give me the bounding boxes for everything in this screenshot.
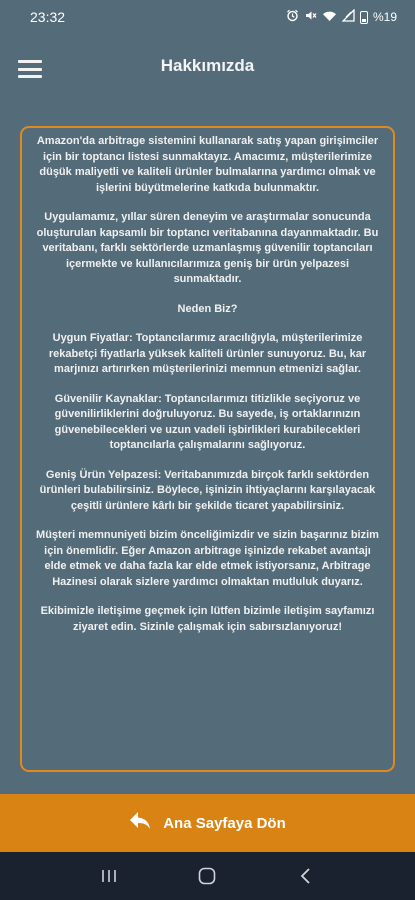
signal-icon <box>342 9 355 25</box>
paragraph-sources: Güvenilir Kaynaklar: Toptancılarımızı titizlikle seçiyoruz ve güvenilirliklerini doğruluyoruz. Bu sayede, iş ortaklarınızın güvenebilecekleri ve uzun vadeli işbirlikleri kurabilecekleri toptancılarla çalışmalarını sağlıyoruz. <box>54 392 361 451</box>
paragraph-range: Geniş Ürün Yelpazesi: Veritabanımızda birçok farklı sektörden ürünleri bulabilirsiniz. Böylece, işinizin ihtiyaçlarını karşılayacak çeşitli ürünlere kârlı bir şekilde ticaret yapabilirsiniz. <box>39 468 376 512</box>
home-icon[interactable] <box>192 861 222 891</box>
battery-icon <box>360 11 368 24</box>
alarm-icon <box>286 9 299 25</box>
back-icon[interactable] <box>291 861 321 891</box>
paragraph-contact: Ekibimizle iletişime geçmek için lütfen bizimle iletişim sayfamızı ziyaret edin. Sizinle çalışmak için sabırsızlanıyoruz! <box>40 605 375 633</box>
paragraph-intro: Amazon'da arbitrage sistemini kullanarak satış yapan girişimciler için bir toptancı listesi sunmaktayız. Amacımız, müşterilerimize düşük maliyetli ve kaliteli ürünler bulmalarına yardımcı olmak ve işlerini büyütmelerine katkıda bulunmaktır. <box>36 135 379 194</box>
section-heading-why-us: Neden Biz? <box>177 302 238 315</box>
back-arrow-icon <box>129 811 151 836</box>
home-page-button-label: Ana Sayfaya Dön <box>163 814 286 832</box>
paragraph-database: Uygulamamız, yıllar süren deneyim ve araştırmalar sonucunda oluşturulan kapsamlı bir toptancı veritabanına dayanmaktadır. Bu veritabanı, farklı sektörlerde uzmanlaşmış güvenilir toptancıları içermekte ve kullanıcılarımıza geniş bir ürün yelpazesi sunmaktadır. <box>36 211 379 285</box>
mute-icon <box>304 9 317 25</box>
status-time: 23:32 <box>30 9 66 25</box>
recents-icon[interactable] <box>94 861 124 891</box>
system-nav-bar <box>0 852 415 900</box>
about-content <box>20 126 395 772</box>
status-bar <box>0 0 415 34</box>
wifi-icon <box>322 10 337 25</box>
battery-level: %19 <box>372 10 397 24</box>
status-icons <box>286 9 397 25</box>
page-title: Hakkımızda <box>160 56 255 75</box>
home-page-button[interactable] <box>0 794 415 852</box>
app-header <box>0 34 415 104</box>
paragraph-satisfaction: Müşteri memnuniyeti bizim önceliğimizdir ve sizin başarınız bizim için önemlidir. Eğer Amazon arbitrage işinizde rekabet avantajı elde etmek ve daha fazla kar elde etmek istiyorsanız, Arbitrage Hazinesi olarak sizlere yardımcı olmaktan mutluluk duyarız. <box>36 529 379 588</box>
paragraph-prices: Uygun Fiyatlar: Toptancılarımız aracılığıyla, müşterilerimize rekabetçi fiyatlarla yüksek kaliteli ürünler sunuyoruz. Bu, kar marjınızı artırırken müşterilerinizi memnun etmenizi sağlar. <box>48 332 367 375</box>
